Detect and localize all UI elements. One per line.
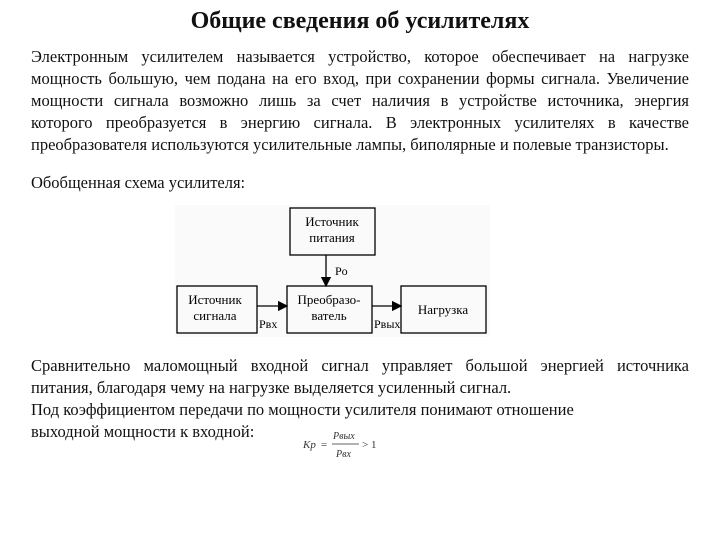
formula-eq: = xyxy=(321,439,328,451)
intro-paragraph: Электронным усилителем называется устройство, которое обеспечивает на нагрузке мощность большую, чем подана на его вход, при сохранении формы сигнала. Увеличение мощности сигнала возможно лишь за счет наличия в устройстве источника, энергия которого преобразуется в энергию сигнала. В электронных усилителях в качестве преобразователя используются усилительные лампы, биполярные и полевые транзисторы. xyxy=(31,47,689,154)
page-title: Общие сведения об усилителях xyxy=(190,8,530,34)
explanation-paragraph: Сравнительно маломощный входной сигнал управляет большой энергией источника питания, благодаря чему на нагрузке выделяется усиленный сигнал. xyxy=(31,356,689,397)
signal-source-label-2: сигнала xyxy=(193,308,237,323)
coefficient-definition-end: выходной мощности к входной: xyxy=(31,422,255,441)
formula-numerator: Pвых xyxy=(333,431,355,442)
formula-relation: > 1 xyxy=(362,439,377,451)
p-in-label: Pвх xyxy=(259,317,278,331)
formula-denominator: Pвх xyxy=(336,449,351,460)
diagram-caption: Обобщенная схема усилителя: xyxy=(31,173,246,192)
power-gain-formula xyxy=(303,427,383,461)
power-source-label-1: Источник xyxy=(305,214,359,229)
coefficient-definition: Под коэффициентом передачи по мощности усилителя понимают отношение xyxy=(31,400,574,419)
formula-lhs: Kp xyxy=(303,439,316,451)
converter-label-1: Преобразо- xyxy=(297,292,361,307)
p-out-label: Pвых xyxy=(374,317,401,331)
p0-label: Pо xyxy=(335,264,348,278)
power-source-label-2: питания xyxy=(309,230,355,245)
amplifier-block-diagram xyxy=(175,205,490,337)
load-label: Нагрузка xyxy=(417,302,469,317)
converter-label-2: ватель xyxy=(311,308,347,323)
signal-source-label-1: Источник xyxy=(188,292,242,307)
